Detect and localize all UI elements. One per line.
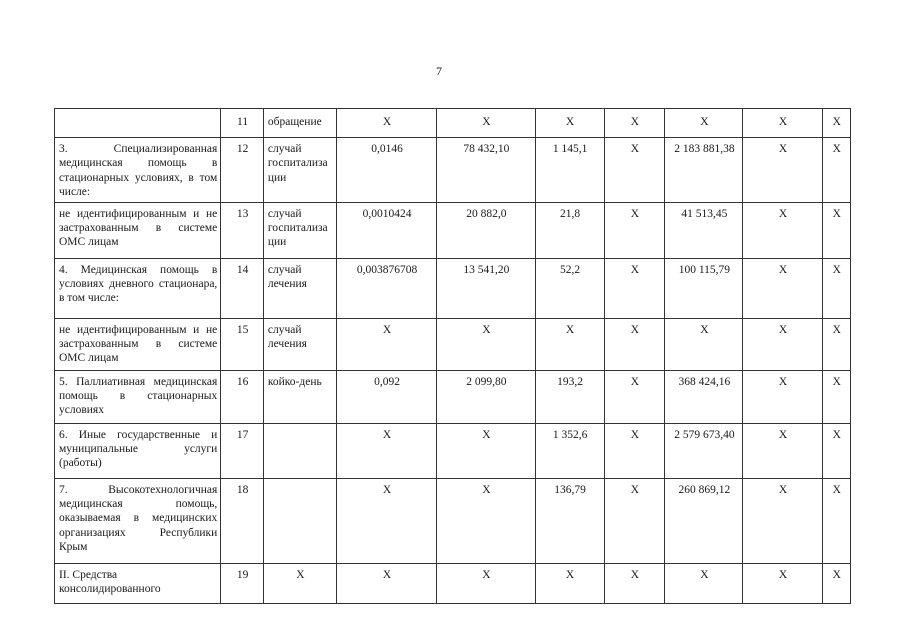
row-description: II. Средства консолидированного: [55, 563, 221, 603]
row-value-col2: 2 099,80: [437, 370, 535, 423]
row-value-col6: X: [743, 563, 822, 603]
row-value-col1: X: [336, 478, 436, 563]
row-value-col1: 0,092: [336, 370, 436, 423]
row-value-col1: X: [336, 109, 436, 138]
row-value-col5: 2 183 881,38: [665, 138, 743, 203]
row-value-col5: X: [665, 563, 743, 603]
row-unit: случай лечения: [263, 258, 336, 318]
row-value-col2: 78 432,10: [437, 138, 535, 203]
row-value-col4: X: [604, 478, 665, 563]
row-value-col1: 0,0146: [336, 138, 436, 203]
row-value-col4: X: [604, 370, 665, 423]
row-description: 6. Иные государственные и муниципальные услуги (работы): [55, 423, 221, 478]
row-code: 13: [221, 202, 264, 258]
row-description: 4. Медицинская помощь в условиях дневного стационара, в том числе:: [55, 258, 221, 318]
financing-table: [54, 108, 851, 604]
table-row: [55, 202, 851, 258]
row-unit: койко-день: [263, 370, 336, 423]
row-value-col7: X: [822, 318, 850, 370]
row-value-col1: X: [336, 423, 436, 478]
row-value-col2: X: [437, 109, 535, 138]
row-value-col3: 1 352,6: [535, 423, 604, 478]
table-row: [55, 563, 851, 603]
row-value-col7: X: [822, 423, 850, 478]
row-value-col2: X: [437, 563, 535, 603]
row-description: [55, 109, 221, 138]
row-value-col3: X: [535, 109, 604, 138]
row-value-col5: 368 424,16: [665, 370, 743, 423]
row-value-col5: 260 869,12: [665, 478, 743, 563]
row-description: не идентифицированным и не застрахованным в системе ОМС лицам: [55, 202, 221, 258]
row-value-col7: X: [822, 109, 850, 138]
row-value-col5: X: [665, 318, 743, 370]
row-description: 7. Высокотехнологичная медицинская помощь, оказываемая в медицинских организациях Республики Крым: [55, 478, 221, 563]
row-value-col2: 13 541,20: [437, 258, 535, 318]
row-code: 19: [221, 563, 264, 603]
row-code: 18: [221, 478, 264, 563]
row-value-col1: 0,003876708: [336, 258, 436, 318]
row-value-col6: X: [743, 258, 822, 318]
row-unit: X: [263, 563, 336, 603]
row-value-col1: X: [336, 318, 436, 370]
row-value-col5: X: [665, 109, 743, 138]
row-value-col7: X: [822, 202, 850, 258]
row-value-col7: X: [822, 138, 850, 203]
row-value-col6: X: [743, 370, 822, 423]
row-value-col6: X: [743, 423, 822, 478]
row-value-col3: 52,2: [535, 258, 604, 318]
table-row: [55, 109, 851, 138]
row-value-col5: 2 579 673,40: [665, 423, 743, 478]
row-value-col4: X: [604, 202, 665, 258]
row-code: 14: [221, 258, 264, 318]
row-unit: [263, 423, 336, 478]
row-value-col1: 0,0010424: [336, 202, 436, 258]
row-value-col6: X: [743, 138, 822, 203]
row-value-col5: 100 115,79: [665, 258, 743, 318]
row-description: не идентифицированным и не застрахованным в системе ОМС лицам: [55, 318, 221, 370]
table-row: [55, 370, 851, 423]
row-unit: случай лечения: [263, 318, 336, 370]
row-value-col2: X: [437, 423, 535, 478]
table-row: [55, 423, 851, 478]
row-unit: обращение: [263, 109, 336, 138]
row-value-col4: X: [604, 318, 665, 370]
table-row: [55, 318, 851, 370]
row-value-col3: 21,8: [535, 202, 604, 258]
row-value-col4: X: [604, 109, 665, 138]
table-row: [55, 138, 851, 203]
table-row: [55, 258, 851, 318]
row-value-col7: X: [822, 258, 850, 318]
row-value-col4: X: [604, 563, 665, 603]
row-value-col4: X: [604, 423, 665, 478]
row-value-col4: X: [604, 258, 665, 318]
row-value-col3: X: [535, 318, 604, 370]
row-code: 11: [221, 109, 264, 138]
row-value-col2: 20 882,0: [437, 202, 535, 258]
row-value-col7: X: [822, 563, 850, 603]
row-value-col2: X: [437, 318, 535, 370]
row-value-col6: X: [743, 318, 822, 370]
row-unit: случай госпитализа ции: [263, 202, 336, 258]
row-value-col1: X: [336, 563, 436, 603]
row-value-col3: X: [535, 563, 604, 603]
row-value-col2: X: [437, 478, 535, 563]
page-number: 7: [436, 64, 442, 78]
row-value-col4: X: [604, 138, 665, 203]
row-value-col3: 193,2: [535, 370, 604, 423]
row-code: 12: [221, 138, 264, 203]
table-row: [55, 478, 851, 563]
row-unit: случай госпитализа ции: [263, 138, 336, 203]
row-value-col3: 136,79: [535, 478, 604, 563]
row-value-col6: X: [743, 478, 822, 563]
row-code: 17: [221, 423, 264, 478]
row-description: 5. Паллиативная медицинская помощь в стационарных условиях: [55, 370, 221, 423]
row-value-col6: X: [743, 202, 822, 258]
row-value-col3: 1 145,1: [535, 138, 604, 203]
row-description: 3. Специализированная медицинская помощь в стационарных условиях, в том числе:: [55, 138, 221, 203]
row-value-col5: 41 513,45: [665, 202, 743, 258]
row-value-col7: X: [822, 370, 850, 423]
row-value-col7: X: [822, 478, 850, 563]
row-value-col6: X: [743, 109, 822, 138]
row-unit: [263, 478, 336, 563]
row-code: 16: [221, 370, 264, 423]
row-code: 15: [221, 318, 264, 370]
